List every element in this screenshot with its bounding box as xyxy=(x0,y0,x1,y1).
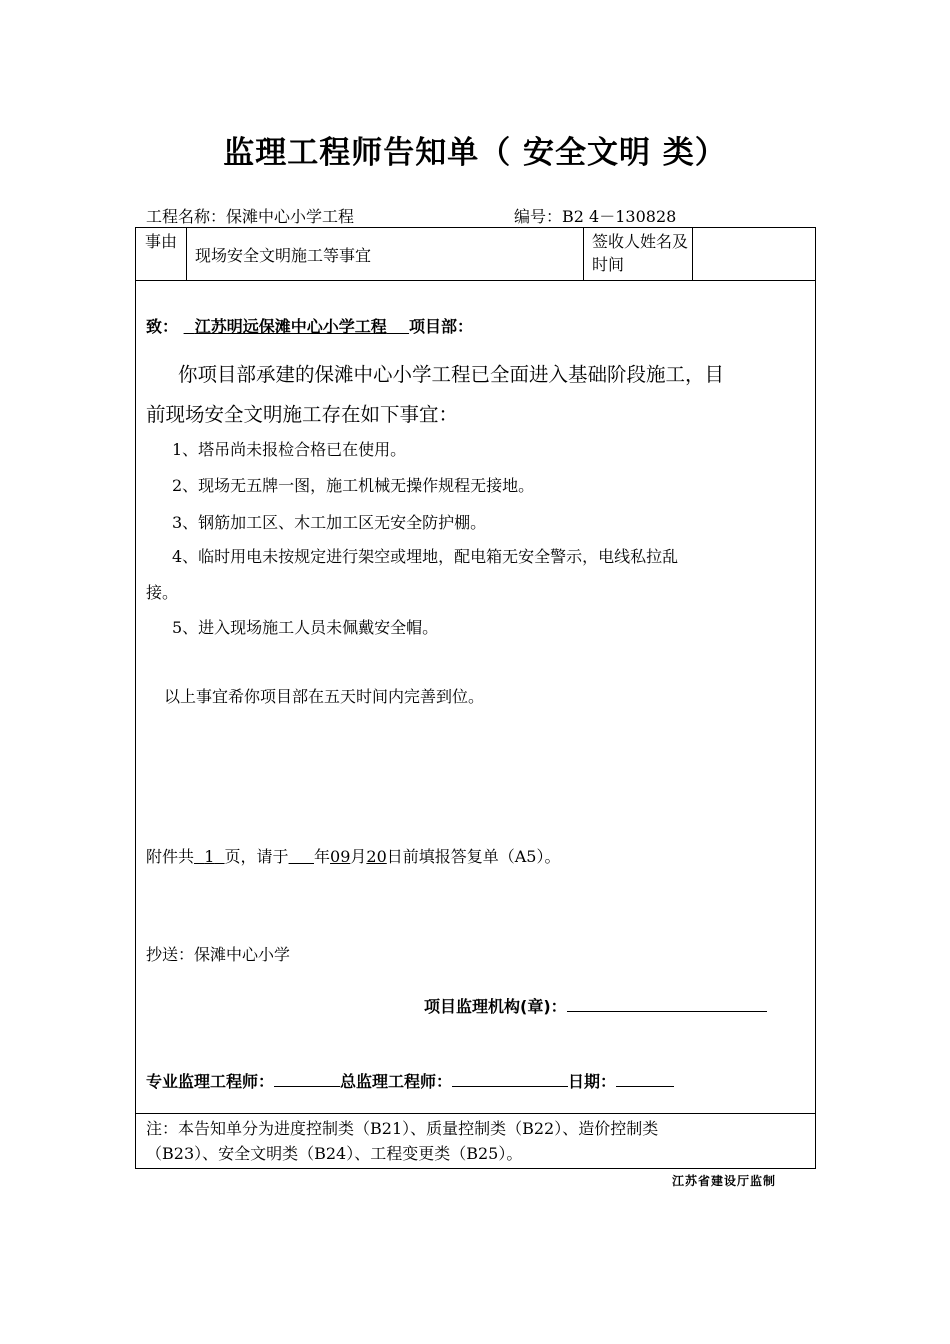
chief-label: 总监理工程师： xyxy=(340,1072,453,1091)
note-cell xyxy=(136,1114,816,1169)
sign-value xyxy=(693,228,816,281)
engineer-label: 专业监理工程师： xyxy=(146,1072,275,1091)
project-label: 工程名称： xyxy=(146,207,227,226)
intro-line-2: 前现场安全文明施工存在如下事宜： xyxy=(146,403,459,426)
form-number-line xyxy=(514,204,676,227)
item-4-cont: 接。 xyxy=(146,583,179,602)
note-line-2: （B23）、安全文明类（B24）、工程变更类（B25）。 xyxy=(146,1144,523,1163)
note-line-1: 注：本告知单分为进度控制类（B21）、质量控制类（B22）、造价控制类 xyxy=(146,1119,659,1138)
to-suffix: 项目部： xyxy=(409,317,474,336)
item-1: 1、塔吊尚未报检合格已在使用。 xyxy=(172,440,407,459)
number-label: 编号： xyxy=(514,207,563,226)
addressee-line xyxy=(146,314,473,337)
project-name: 保滩中心小学工程 xyxy=(226,207,355,226)
notice-form xyxy=(135,227,816,1169)
notice-body xyxy=(136,281,816,1114)
intro-line-1: 你项目部承建的保滩中心小学工程已全面进入基础阶段施工，目 xyxy=(178,363,725,386)
subject-value: 现场安全文明施工等事宜 xyxy=(187,228,584,281)
org-seal-line xyxy=(424,994,767,1017)
attach-day: 20 xyxy=(366,847,387,866)
item-5: 5、进入现场施工人员未佩戴安全帽。 xyxy=(172,618,439,637)
form-title: 监理工程师告知单（ 安全文明 类） xyxy=(223,135,727,171)
item-3: 3、钢筋加工区、木工加工区无安全防护棚。 xyxy=(172,513,487,532)
attach-year xyxy=(289,847,314,866)
engineer-blank xyxy=(274,1072,340,1087)
org-label: 项目监理机构(章)： xyxy=(424,997,567,1016)
signature-line xyxy=(146,1069,674,1092)
chief-blank xyxy=(452,1072,568,1087)
date-label: 日期： xyxy=(568,1072,617,1091)
subject-label: 事由 xyxy=(136,228,187,281)
cc-line: 抄送：保滩中心小学 xyxy=(146,945,291,964)
date-blank xyxy=(616,1072,674,1087)
sign-label: 签收人姓名及时间 xyxy=(584,228,693,281)
to-name: 江苏明远保滩中心小学工程 xyxy=(194,317,387,336)
org-seal-blank xyxy=(567,997,767,1012)
project-name-line xyxy=(146,204,354,227)
attach-month: 09 xyxy=(330,847,351,866)
to-prefix: 致： xyxy=(146,317,179,336)
closing-text: 以上事宜希你项目部在五天时间内完善到位。 xyxy=(164,687,485,706)
attach-pages: 1 xyxy=(204,847,215,866)
issuer-footer: 江苏省建设厅监制 xyxy=(672,1174,777,1188)
item-4: 4、临时用电未按规定进行架空或埋地，配电箱无安全警示，电线私拉乱 xyxy=(172,547,679,566)
item-2: 2、现场无五牌一图，施工机械无操作规程无接地。 xyxy=(172,476,535,495)
attachment-line: 附件共 1 页，请于 年09月20日前填报答复单（A5）。 xyxy=(146,847,561,866)
number-value: B2 4－130828 xyxy=(562,207,677,226)
